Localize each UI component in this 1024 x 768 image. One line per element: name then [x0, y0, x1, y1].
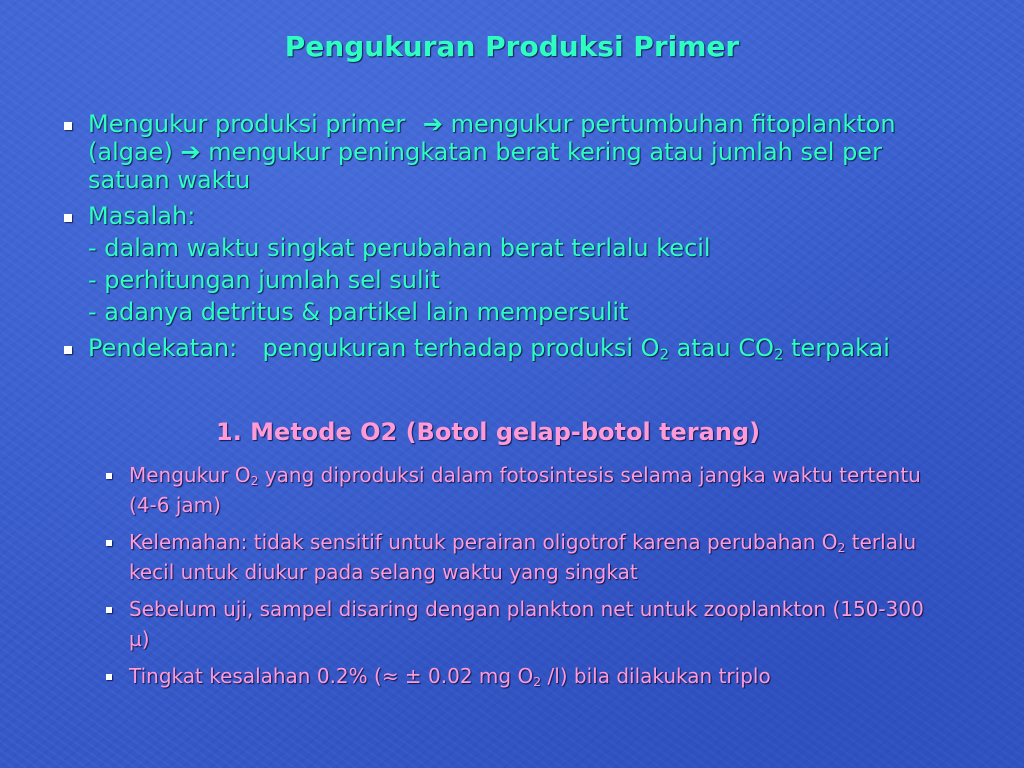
subscript: 2 [533, 674, 542, 690]
approach-text: pengukuran terhadap produksi O [262, 334, 660, 362]
slide-title: Pengukuran Produksi Primer [284, 30, 740, 63]
main-bullet-list [62, 110, 962, 370]
subscript: 2 [837, 540, 846, 556]
method-text: Kelemahan: tidak sensitif untuk perairan oligotrof karena perubahan O [129, 530, 838, 554]
measure-text-2: mengukur pertumbuhan fitoplankton (algae) [88, 110, 896, 166]
measure-text-1: Mengukur produksi primer [88, 110, 406, 138]
problems-label: Masalah: [88, 202, 196, 230]
method-text: Mengukur O [129, 463, 251, 487]
measure-text-3: mengukur peningkatan berat kering atau jumlah sel per satuan waktu [88, 138, 882, 194]
approach-end: terpakai [791, 334, 890, 362]
method-heading: 1. Metode O2 (Botol gelap-botol terang) [216, 418, 761, 446]
bullet-measure [62, 110, 962, 194]
square-bullet-icon [64, 346, 72, 354]
method-item-measure [104, 460, 944, 520]
method-item-error [104, 661, 944, 691]
problem-item: - perhitungan jumlah sel sulit [88, 266, 440, 294]
method-item-weakness [104, 527, 944, 587]
subscript: 2 [773, 345, 784, 364]
arrow-right-icon: ➔ [180, 138, 201, 166]
subscript: 2 [659, 345, 670, 364]
subscript: 2 [250, 473, 259, 489]
method-bullet-list [104, 460, 944, 698]
square-bullet-icon [106, 674, 112, 680]
square-bullet-icon [64, 122, 72, 130]
bullet-problems [62, 202, 962, 326]
approach-mid: atau CO [676, 334, 774, 362]
problem-item: - adanya detritus & partikel lain mempersulit [88, 298, 629, 326]
method-item-filter [104, 594, 944, 654]
method-text: terlalu kecil untuk diukur pada selang waktu yang singkat [129, 530, 917, 584]
square-bullet-icon [106, 473, 112, 479]
problem-item: - dalam waktu singkat perubahan berat terlalu kecil [88, 234, 711, 262]
method-text: yang diproduksi dalam fotosintesis selama jangka waktu tertentu (4-6 jam) [129, 463, 921, 517]
method-text: Sebelum uji, sampel disaring dengan plankton net untuk zooplankton (150-300 µ) [129, 597, 924, 651]
method-text: Tingkat kesalahan 0.2% (≈ ± 0.02 mg O [129, 664, 534, 688]
method-text: /l) bila dilakukan triplo [547, 664, 771, 688]
approach-label: Pendekatan: [88, 334, 238, 362]
square-bullet-icon [106, 540, 112, 546]
bullet-approach [62, 334, 962, 362]
arrow-right-icon: ➔ [422, 110, 443, 138]
square-bullet-icon [64, 214, 72, 222]
square-bullet-icon [106, 607, 112, 613]
